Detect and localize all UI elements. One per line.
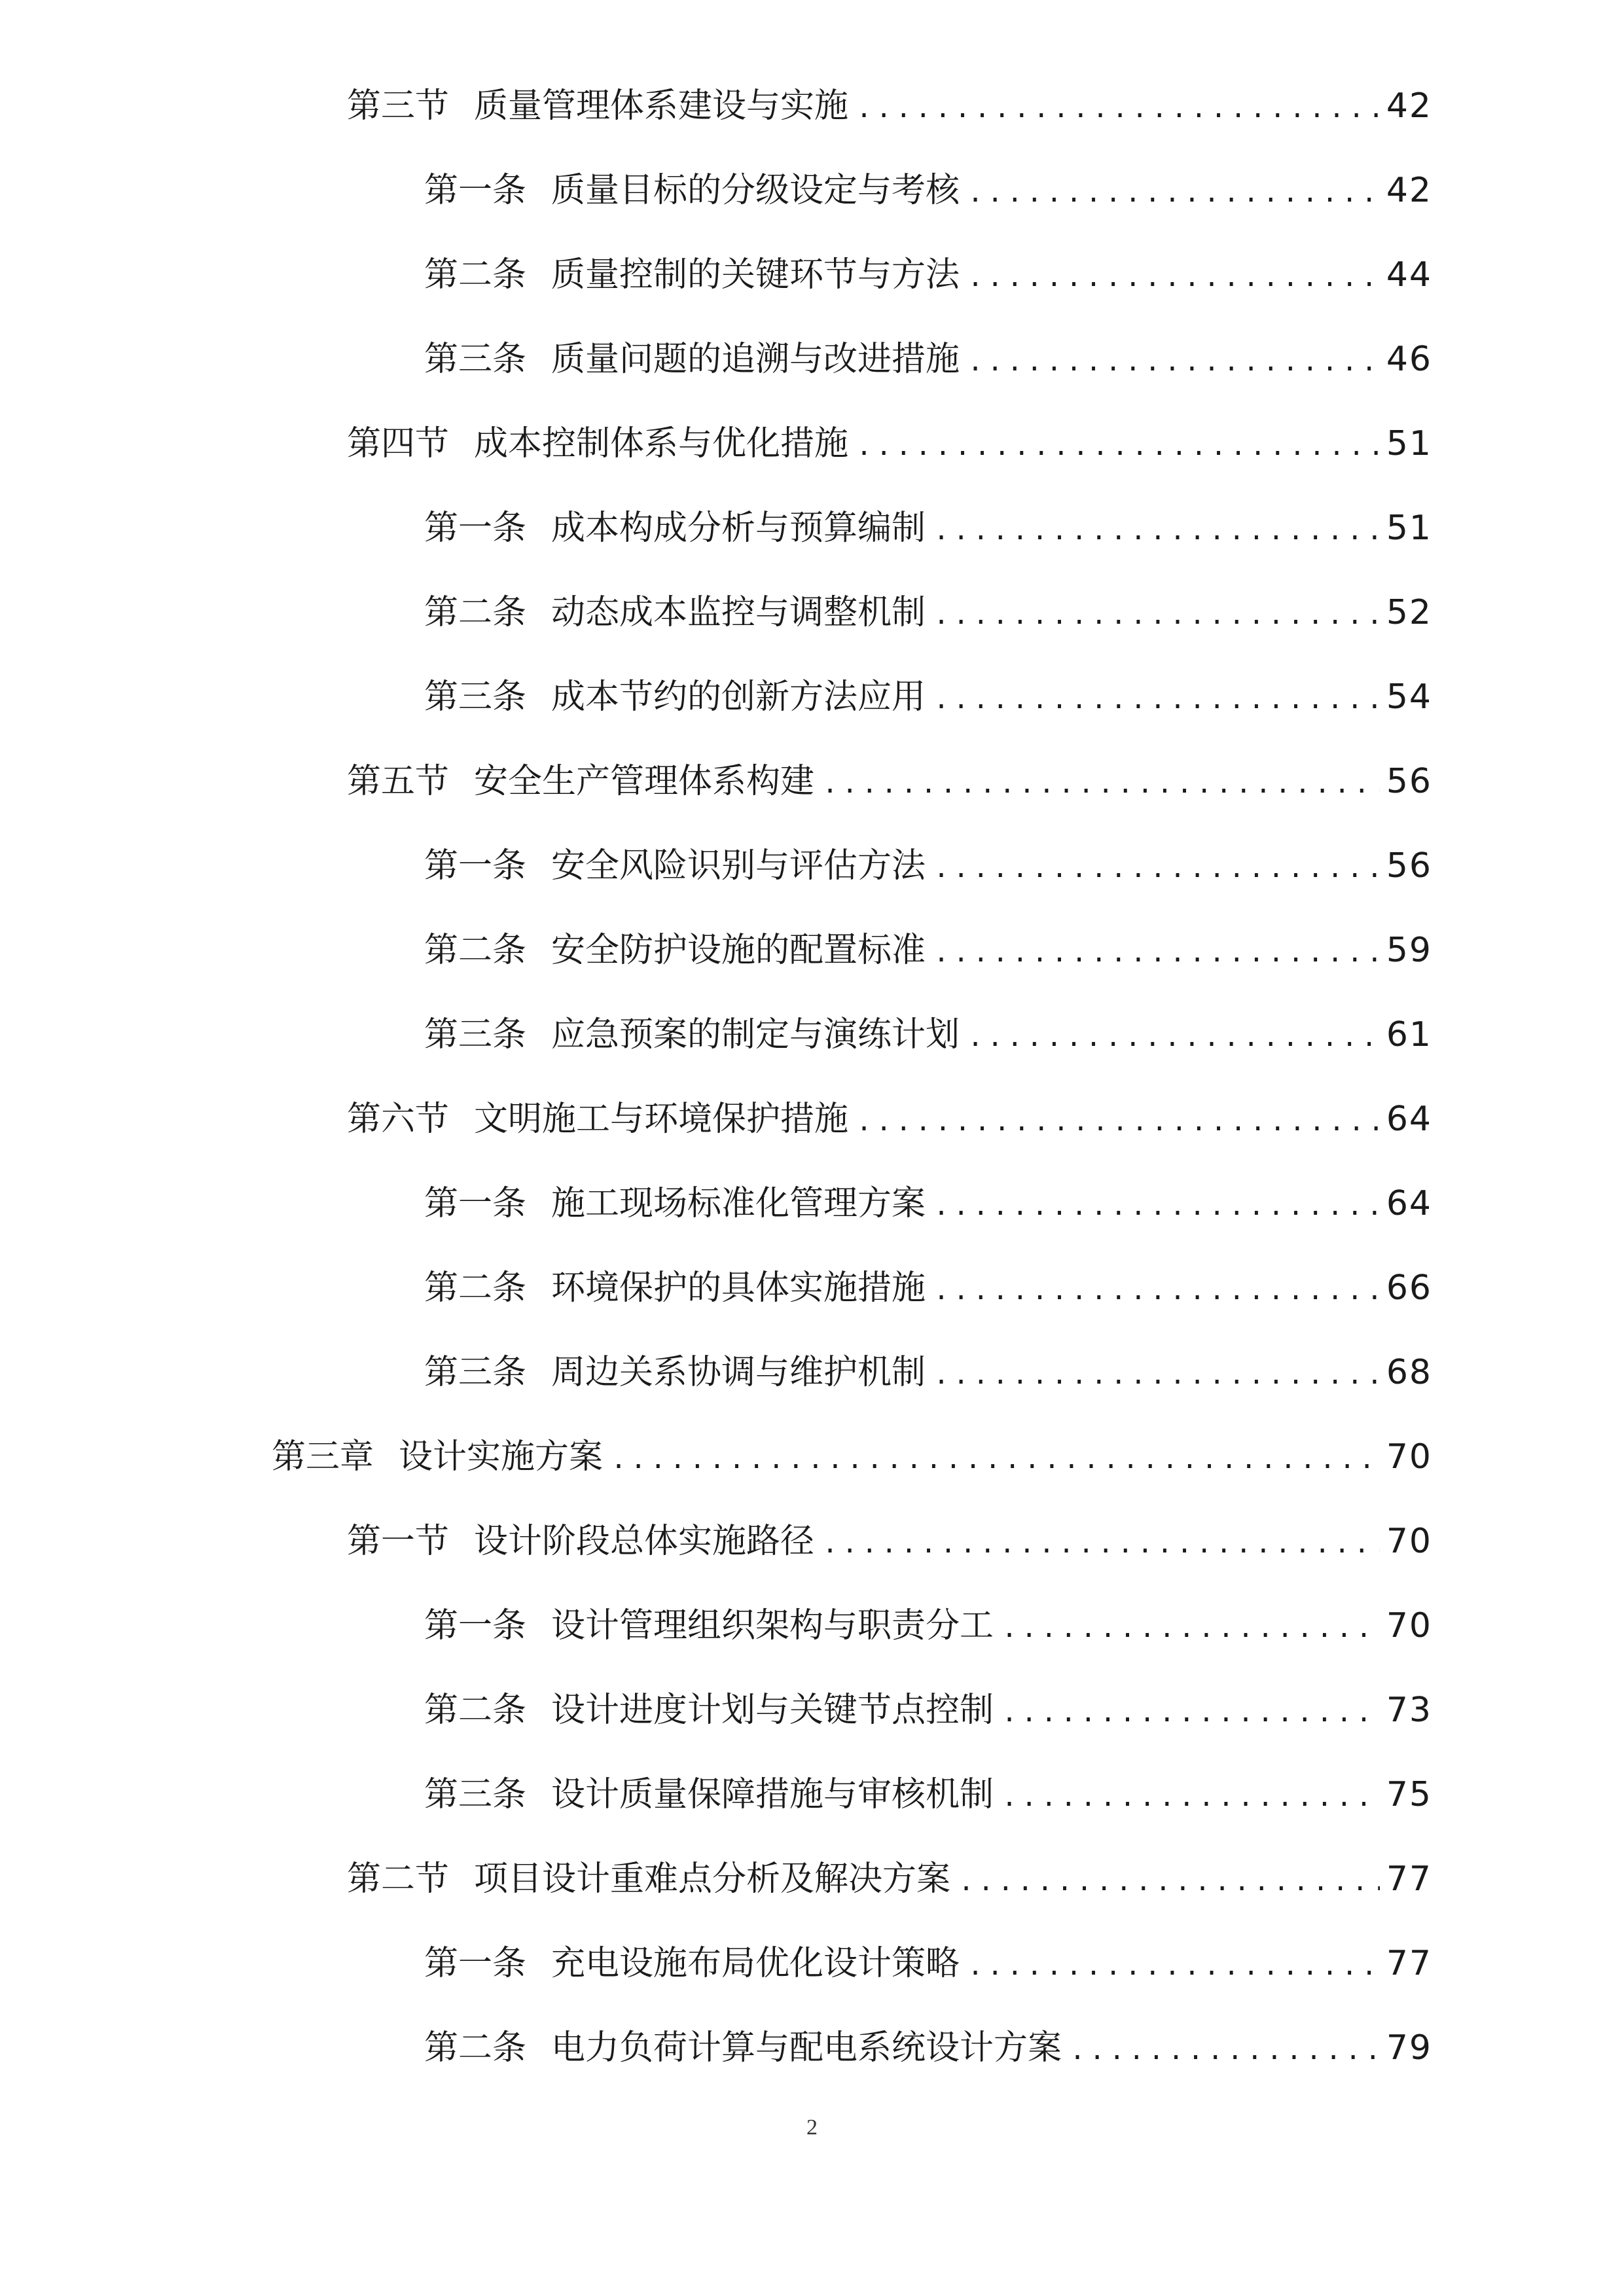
toc-entry-label: 第一条 (424, 1184, 527, 1223)
toc-entry[interactable] (424, 1596, 1432, 1655)
toc-entry[interactable] (424, 161, 1432, 220)
dot-leader (856, 417, 1380, 476)
toc-entry-title: 质量问题的追溯与改进措施 (551, 340, 960, 379)
toc-entry[interactable] (347, 1512, 1432, 1571)
toc-entry-label: 第一条 (424, 1944, 527, 1983)
toc-entry-title: 设计实施方案 (399, 1437, 604, 1477)
toc-entry-page: 73 (1386, 1691, 1432, 1730)
toc-entry-page: 59 (1386, 931, 1432, 970)
toc-entry-title: 设计阶段总体实施路径 (474, 1522, 815, 1561)
toc-entry-page: 70 (1386, 1437, 1432, 1477)
toc-entry[interactable] (347, 77, 1432, 135)
toc-entry[interactable] (424, 2018, 1432, 2077)
toc-entry-page: 61 (1386, 1015, 1432, 1054)
toc-entry-title: 动态成本监控与调整机制 (551, 593, 926, 632)
toc-entry-title: 电力负荷计算与配电系统设计方案 (551, 2028, 1062, 2068)
toc-entry-page: 44 (1386, 255, 1432, 295)
toc-entry-title: 安全生产管理体系构建 (474, 762, 815, 801)
dot-leader (967, 1937, 1380, 1996)
toc-entry[interactable] (424, 330, 1432, 389)
toc-entry-title: 质量控制的关键环节与方法 (551, 255, 960, 295)
toc-entry[interactable] (347, 1850, 1432, 1909)
toc-entry[interactable] (272, 1427, 1432, 1486)
toc-entry-title: 项目设计重难点分析及解决方案 (474, 1859, 951, 1899)
toc-entry-title: 设计质量保障措施与审核机制 (551, 1775, 994, 1814)
toc-entry-page: 46 (1386, 340, 1432, 379)
toc-entry[interactable] (424, 1174, 1432, 1233)
toc-entry-page: 51 (1386, 424, 1432, 463)
toc-entry-title: 设计进度计划与关键节点控制 (551, 1691, 994, 1730)
toc-entry[interactable] (424, 668, 1432, 726)
toc-entry-label: 第二条 (424, 1691, 527, 1730)
toc-entry-page: 70 (1386, 1606, 1432, 1645)
dot-leader (933, 1346, 1380, 1405)
dot-leader (1001, 1683, 1380, 1742)
dot-leader (856, 1092, 1380, 1151)
dot-leader (856, 79, 1380, 138)
toc-entry[interactable] (424, 1005, 1432, 1064)
toc-entry-page: 70 (1386, 1522, 1432, 1561)
toc-entry-title: 质量目标的分级设定与考核 (551, 171, 960, 210)
toc-entry-page: 66 (1386, 1268, 1432, 1308)
dot-leader (822, 755, 1380, 814)
toc-entry-page: 77 (1386, 1859, 1432, 1899)
toc-entry[interactable] (424, 499, 1432, 558)
toc-entry-page: 52 (1386, 593, 1432, 632)
dot-leader (967, 332, 1380, 391)
dot-leader (1001, 1768, 1380, 1827)
toc-entry-title: 成本构成分析与预算编制 (551, 509, 926, 548)
toc-entry-page: 42 (1386, 86, 1432, 126)
toc-entry-label: 第三条 (424, 340, 527, 379)
toc-entry[interactable] (424, 1259, 1432, 1318)
toc-entry-label: 第三章 (272, 1437, 374, 1477)
dot-leader (933, 1177, 1380, 1236)
toc-entry[interactable] (424, 245, 1432, 304)
toc-entry-label: 第一节 (347, 1522, 450, 1561)
dot-leader (611, 1430, 1380, 1489)
toc-entry-label: 第二节 (347, 1859, 450, 1899)
toc-entry-title: 设计管理组织架构与职责分工 (551, 1606, 994, 1645)
toc-entry[interactable] (424, 1681, 1432, 1740)
toc-entry-label: 第三条 (424, 1015, 527, 1054)
toc-entry[interactable] (347, 414, 1432, 473)
toc-entry-label: 第一条 (424, 846, 527, 886)
toc-entry[interactable] (424, 921, 1432, 980)
dot-leader (822, 1515, 1380, 1573)
toc-entry-page: 56 (1386, 762, 1432, 801)
dot-leader (967, 164, 1380, 223)
toc-entry-label: 第一条 (424, 1606, 527, 1645)
toc-entry-label: 第三条 (424, 677, 527, 717)
toc-entry-page: 68 (1386, 1353, 1432, 1392)
dot-leader (967, 1008, 1380, 1067)
toc-entry-page: 75 (1386, 1775, 1432, 1814)
toc-entry[interactable] (347, 1090, 1432, 1149)
toc-entry-label: 第二条 (424, 593, 527, 632)
toc-entry-title: 应急预案的制定与演练计划 (551, 1015, 960, 1054)
toc-entry[interactable] (424, 1343, 1432, 1402)
toc-entry-title: 环境保护的具体实施措施 (551, 1268, 926, 1308)
dot-leader (933, 586, 1380, 645)
dot-leader (933, 924, 1380, 982)
toc-entry-title: 成本节约的创新方法应用 (551, 677, 926, 717)
toc-entry-page: 64 (1386, 1184, 1432, 1223)
dot-leader (933, 670, 1380, 729)
toc-entry-label: 第五节 (347, 762, 450, 801)
toc-entry-label: 第三条 (424, 1775, 527, 1814)
toc-entry-label: 第三条 (424, 1353, 527, 1392)
toc-entry[interactable] (347, 752, 1432, 811)
toc-entry[interactable] (424, 1765, 1432, 1824)
toc-entry-label: 第二条 (424, 2028, 527, 2068)
toc-entry-page: 51 (1386, 509, 1432, 548)
toc-entry-title: 成本控制体系与优化措施 (474, 424, 849, 463)
toc-entry-page: 42 (1386, 171, 1432, 210)
toc-entry-label: 第三节 (347, 86, 450, 126)
toc-entry-label: 第二条 (424, 1268, 527, 1308)
toc-entry-page: 77 (1386, 1944, 1432, 1983)
toc-entry-title: 安全风险识别与评估方法 (551, 846, 926, 886)
toc-entry-label: 第二条 (424, 931, 527, 970)
toc-entry-title: 充电设施布局优化设计策略 (551, 1944, 960, 1983)
toc-entry-title: 文明施工与环境保护措施 (474, 1100, 849, 1139)
toc-entry-label: 第六节 (347, 1100, 450, 1139)
toc-entry-title: 质量管理体系建设与实施 (474, 86, 849, 126)
toc-entry[interactable] (424, 836, 1432, 895)
dot-leader (933, 839, 1380, 898)
toc-entry-page: 79 (1386, 2028, 1432, 2068)
toc-entry-page: 56 (1386, 846, 1432, 886)
footer-page-number: 2 (806, 2115, 818, 2140)
dot-leader (967, 248, 1380, 307)
toc-entry-page: 54 (1386, 677, 1432, 717)
toc-entry-label: 第一条 (424, 171, 527, 210)
dot-leader (1001, 1599, 1380, 1658)
toc-entry-label: 第一条 (424, 509, 527, 548)
toc-entry-label: 第四节 (347, 424, 450, 463)
dot-leader (958, 1852, 1380, 1911)
toc-entry-title: 施工现场标准化管理方案 (551, 1184, 926, 1223)
dot-leader (933, 1261, 1380, 1320)
toc-entry-title: 安全防护设施的配置标准 (551, 931, 926, 970)
dot-leader (1070, 2021, 1380, 2080)
toc-entry-label: 第二条 (424, 255, 527, 295)
toc-entry[interactable] (424, 1934, 1432, 1993)
toc-entry-title: 周边关系协调与维护机制 (551, 1353, 926, 1392)
toc-entry-page: 64 (1386, 1100, 1432, 1139)
toc-entry[interactable] (424, 583, 1432, 642)
dot-leader (933, 501, 1380, 560)
